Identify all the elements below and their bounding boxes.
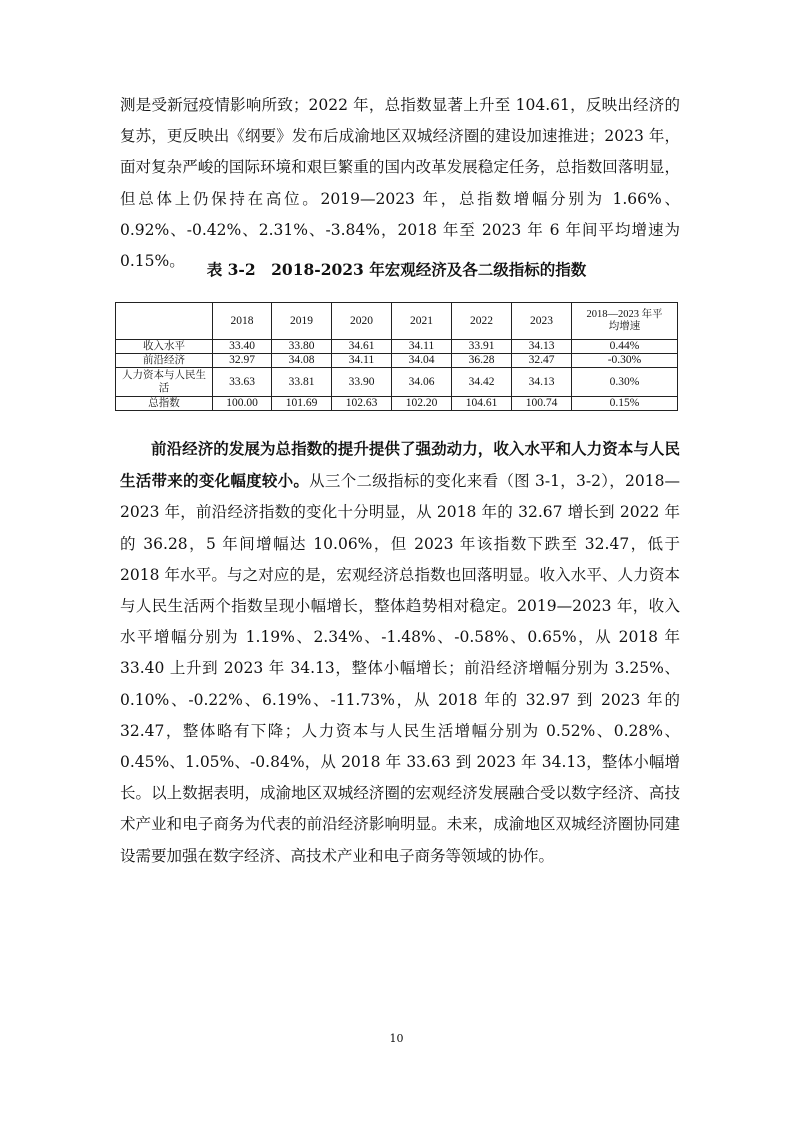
table-row xyxy=(116,340,678,354)
table-cell: 0.30% xyxy=(572,368,678,397)
table-cell: 32.97 xyxy=(213,354,272,368)
table-cell: 33.63 xyxy=(213,368,272,397)
table-cell: -0.30% xyxy=(572,354,678,368)
page-number: 10 xyxy=(389,1032,404,1045)
table-cell: 0.15% xyxy=(572,397,678,411)
analysis-bold-lead: 前沿经济的发展为总指数的提升提供了强劲动力，收入水平和人力资本与人民生活带来的变化幅度较小。 xyxy=(120,439,680,491)
header-cell: 2021 xyxy=(392,303,452,340)
header-cell: 2023 xyxy=(512,303,572,340)
table-cell: 102.20 xyxy=(392,397,452,411)
header-cell: 2019 xyxy=(272,303,332,340)
table-cell: 34.42 xyxy=(452,368,512,397)
table-cell: 0.44% xyxy=(572,340,678,354)
analysis-paragraph xyxy=(120,433,680,872)
table-cell: 34.06 xyxy=(392,368,452,397)
table-cell: 100.74 xyxy=(512,397,572,411)
table-row-total xyxy=(116,397,678,411)
table-cell: 33.91 xyxy=(452,340,512,354)
index-table xyxy=(115,302,678,411)
header-cell: 2022 xyxy=(452,303,512,340)
table-cell: 33.81 xyxy=(272,368,332,397)
header-cell xyxy=(116,303,213,340)
table-cell: 33.40 xyxy=(213,340,272,354)
table-cell: 32.47 xyxy=(512,354,572,368)
row-label: 前沿经济 xyxy=(116,354,213,368)
table-row xyxy=(116,354,678,368)
table-cell: 102.63 xyxy=(332,397,392,411)
table-cell: 36.28 xyxy=(452,354,512,368)
table-cell: 34.13 xyxy=(512,340,572,354)
header-cell-avg-growth: 2018—2023 年平均增速 xyxy=(572,303,678,340)
table-cell: 34.13 xyxy=(512,368,572,397)
table-cell: 34.61 xyxy=(332,340,392,354)
intro-text: 测是受新冠疫情影响所致；2022 年，总指数显著上升至 104.61，反映出经济的复苏，更反映出《纲要》发布后成渝地区双城经济圈的建设加速推进；2023 年，面对复杂严峻的国际环境和艰巨繁重的国内改革发展稳定任务，总指数回落明显，但总体上仍保持在高位。2019—2023 年，总指数增幅分别为 1.66%、0.92%、-0.42%、2.31%、-3.84%，2018 年至 2023 年 6 年间平均增速为 0.15%。 xyxy=(120,96,680,271)
row-label: 总指数 xyxy=(116,397,213,411)
row-label: 收入水平 xyxy=(116,340,213,354)
table-cell: 33.80 xyxy=(272,340,332,354)
table-cell: 34.11 xyxy=(332,354,392,368)
table-header-row xyxy=(116,303,678,340)
table-cell: 34.11 xyxy=(392,340,452,354)
row-label: 人力资本与人民生活 xyxy=(116,368,213,397)
header-cell: 2018 xyxy=(213,303,272,340)
table-cell: 34.08 xyxy=(272,354,332,368)
header-cell: 2020 xyxy=(332,303,392,340)
table-caption: 表 3-2 2018-2023 年宏观经济及各二级指标的指数 xyxy=(206,260,587,279)
analysis-text: 从三个二级指标的变化来看（图 3-1，3-2），2018—2023 年，前沿经济指数的变化十分明显，从 2018 年的 32.67 增长到 2022 年的 36.28，5 年间增幅达 10.06%，但 2023 年该指数下跌至 32.47，低于 2018 年水平。与之对应的是，宏观经济总指数也回落明显。收入水平、人力资本与人民生活两个指数呈现小幅增长，整体趋势相对稳定。2019—2023 年，收入水平增幅分别为 1.19%、2.34%、-1.48%、-0.58%、0.65%，从 2018 年 33.40 上升到 2023 年 34.13，整体小幅增长；前沿经济增幅分别为 3.25%、0.10%、-0.22%、6.19%、-11.73%，从 2018 年的 32.97 到 2023 年的 32.47，整体略有下降；人力资本与人民生活增幅分别为 0.52%、0.28%、0.45%、1.05%、-0.84%，从 2018 年 33.63 到 2023 年 34.13，整体小幅增长。以上数据表明，成渝地区双城经济圈的宏观经济发展融合受以数字经济、高技术产业和电子商务为代表的前沿经济影响明显。未来，成渝地区双城经济圈协同建设需要加强在数字经济、高技术产业和电子商务等领域的协作。 xyxy=(120,472,680,865)
table-cell: 101.69 xyxy=(272,397,332,411)
table-row xyxy=(116,368,678,397)
table-cell: 33.90 xyxy=(332,368,392,397)
intro-paragraph xyxy=(120,90,680,277)
table-cell: 100.00 xyxy=(213,397,272,411)
table-cell: 34.04 xyxy=(392,354,452,368)
table-cell: 104.61 xyxy=(452,397,512,411)
